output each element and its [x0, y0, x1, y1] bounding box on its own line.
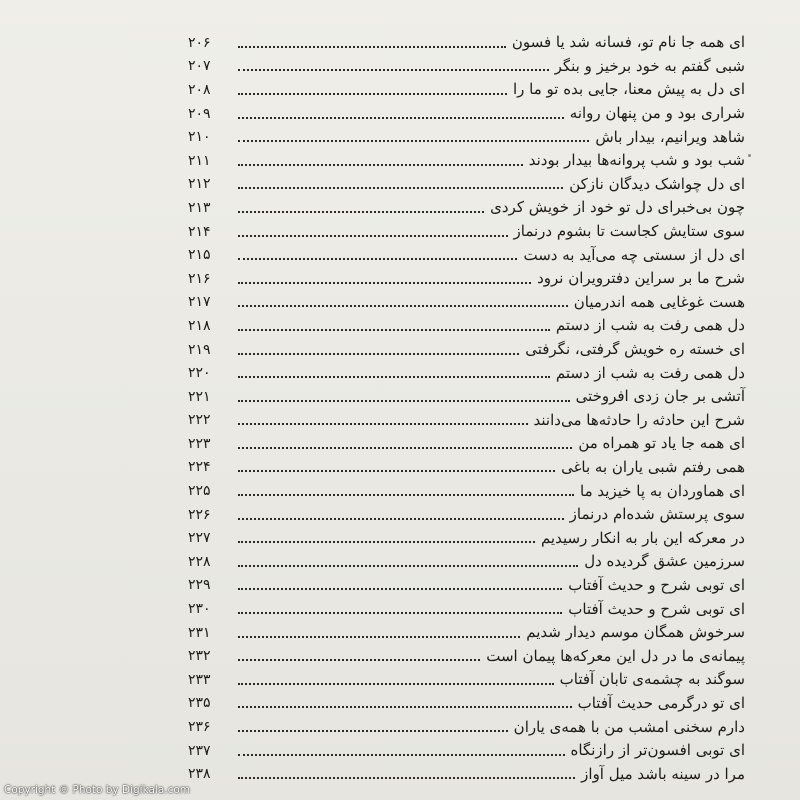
dotted-leader — [238, 470, 555, 472]
toc-entry — [188, 479, 745, 503]
toc-entry-page-number: ۲۲۳ — [188, 435, 211, 452]
toc-entry-title: دل همی رفت به شب از دستم — [555, 316, 745, 335]
toc-entry — [188, 526, 745, 550]
toc-entry-page-number: ۲۲۲ — [188, 412, 211, 429]
toc-entry-page-number: ۲۱۴ — [188, 223, 211, 240]
dotted-leader — [238, 93, 507, 95]
toc-entry-page-number: ۲۱۵ — [188, 247, 211, 264]
dotted-leader — [238, 612, 562, 614]
toc-entry-title: سوی پرستش شده‌ام درنماز — [569, 505, 745, 524]
toc-entry-title: هست غوغایی همه اندرمیان — [573, 292, 745, 311]
toc-entry-page-number: ۲۳۵ — [188, 695, 211, 712]
toc-entry-page-number: ۲۱۶ — [188, 270, 211, 287]
toc-entry — [188, 574, 745, 598]
toc-entry-page-number: ۲۳۷ — [188, 742, 211, 759]
toc-entry-page-number: ۲۲۶ — [188, 506, 211, 523]
paper-speck — [748, 154, 751, 157]
toc-entry-title: شرح ما بر سراین دفترویران نرود — [537, 269, 745, 288]
dotted-leader — [238, 164, 523, 166]
toc-entry — [188, 267, 745, 291]
toc-entry-title: شب بود و شب پروانه‌ها بیدار بودند — [528, 151, 745, 170]
dotted-leader — [238, 447, 572, 449]
toc-entry-title: شاهد ویرانیم، بیدار باش — [595, 127, 745, 146]
toc-entry-page-number: ۲۱۸ — [188, 317, 211, 334]
dotted-leader — [238, 187, 563, 189]
toc-entry — [188, 102, 745, 126]
toc-entry — [188, 220, 745, 244]
toc-entry-title: ای دل چواشک دیدگان نازکن — [569, 174, 745, 193]
toc-entry-title: ای تو درگرمی حدیث آفتاب — [577, 693, 745, 712]
toc-entry-title: سوگند به چشمه‌ی تابان آفتاب — [559, 670, 745, 689]
toc-entry-title: ای خسته ره خویش گرفتی، نگرفتی — [525, 340, 745, 359]
dotted-leader — [238, 659, 480, 661]
toc-entry — [188, 715, 745, 739]
dotted-leader — [238, 117, 564, 119]
toc-entry-title: ای همه جا نام تو، فسانه شد یا فسون — [511, 33, 745, 52]
toc-entry — [188, 668, 745, 692]
toc-entry-page-number: ۲۳۱ — [188, 624, 211, 641]
toc-entry-title: ای توبی شرح و حدیث آفتاب — [568, 575, 745, 594]
dotted-leader — [238, 305, 568, 307]
toc-entry-page-number: ۲۰۹ — [188, 105, 211, 122]
toc-entry-page-number: ۲۱۳ — [188, 199, 211, 216]
toc-entry-page-number: ۲۰۷ — [188, 58, 211, 75]
toc-entry — [188, 361, 745, 385]
toc-entry — [188, 31, 745, 55]
toc-entry-page-number: ۲۱۹ — [188, 341, 211, 358]
toc-entry-page-number: ۲۱۱ — [188, 152, 211, 169]
toc-entry-page-number: ۲۲۱ — [188, 388, 211, 405]
toc-entry-title: دارم سخنی امشب من با همه‌ی یاران — [513, 717, 745, 736]
toc-entry-title: شراری بود و من پنهان روانه — [569, 104, 745, 123]
toc-entry-page-number: ۲۳۸ — [188, 766, 211, 783]
toc-entry-page-number: ۲۳۳ — [188, 671, 211, 688]
toc-entry-title: ای توبی شرح و حدیث آفتاب — [568, 599, 745, 618]
dotted-leader — [238, 376, 550, 378]
toc-entry — [188, 550, 745, 574]
toc-entry-title: آتشی بر جان زدی افروختی — [575, 387, 745, 406]
toc-entry — [188, 456, 745, 480]
table-of-contents — [188, 31, 745, 786]
toc-entry — [188, 78, 745, 102]
toc-entry-title: ای دل به پیش معنا، جایی بده تو ما را — [512, 80, 745, 99]
toc-entry-page-number: ۲۰۶ — [188, 34, 211, 51]
toc-entry-title: ای دل از سستی چه می‌آید به دست — [523, 245, 745, 264]
dotted-leader — [238, 400, 570, 402]
toc-entry-title: شرح این حادثه را حادثه‌ها می‌دانند — [533, 410, 745, 429]
toc-entry-page-number: ۲۰۸ — [188, 81, 211, 98]
dotted-leader — [238, 235, 508, 237]
toc-entry — [188, 597, 745, 621]
dotted-leader — [238, 258, 517, 260]
dotted-leader — [238, 588, 562, 590]
toc-entry — [188, 149, 745, 173]
toc-entry — [188, 338, 745, 362]
toc-entry-title: چون بی‌خبرای دل تو خود از خویش کردی — [490, 198, 745, 217]
toc-entry-title: ای همه جا یاد تو همراه من — [578, 434, 745, 453]
toc-entry — [188, 644, 745, 668]
toc-entry-title: سرزمین عشق گردیده دل — [584, 552, 745, 571]
toc-entry-page-number: ۲۲۴ — [188, 459, 211, 476]
toc-entry-page-number: ۲۲۹ — [188, 577, 211, 594]
dotted-leader — [238, 777, 575, 779]
toc-entry-page-number: ۲۲۰ — [188, 365, 211, 382]
dotted-leader — [238, 730, 508, 732]
toc-entry — [188, 503, 745, 527]
dotted-leader — [238, 494, 574, 496]
dotted-leader — [238, 46, 506, 48]
toc-entry — [188, 739, 745, 763]
toc-entry-page-number: ۲۲۷ — [188, 530, 211, 547]
dotted-leader — [238, 541, 535, 543]
toc-entry-title: دل همی رفت به شب از دستم — [555, 363, 745, 382]
dotted-leader — [238, 683, 554, 685]
toc-entry-page-number: ۲۳۰ — [188, 601, 211, 618]
toc-entry-title: همی رفتم شبی یاران به باغی — [561, 457, 745, 476]
toc-entry — [188, 409, 745, 433]
toc-entry-title: سرخوش همگان موسم دیدار شدیم — [526, 623, 745, 642]
toc-entry-page-number: ۲۱۰ — [188, 129, 211, 146]
dotted-leader — [238, 329, 550, 331]
dotted-leader — [238, 282, 531, 284]
toc-entry — [188, 432, 745, 456]
dotted-leader — [238, 636, 520, 638]
toc-entry-title: در معرکه این بار به انکار رسیدیم — [540, 528, 745, 547]
toc-entry-page-number: ۲۱۷ — [188, 294, 211, 311]
dotted-leader — [238, 69, 549, 71]
toc-entry — [188, 314, 745, 338]
dotted-leader — [238, 565, 578, 567]
dotted-leader — [238, 706, 572, 708]
dotted-leader — [238, 140, 589, 142]
toc-entry-title: پیمانه‌ی ما در دل این معرکه‌ها پیمان است — [486, 646, 745, 665]
toc-entry-page-number: ۲۱۲ — [188, 176, 211, 193]
toc-entry — [188, 243, 745, 267]
toc-entry — [188, 196, 745, 220]
toc-entry-page-number: ۲۲۸ — [188, 553, 211, 570]
dotted-leader — [238, 518, 564, 520]
toc-entry-title: ای توبی افسون‌تر از رازنگاه — [570, 741, 745, 760]
copyright-watermark: Copyright © Photo by Digikala.com — [4, 784, 191, 796]
dotted-leader — [238, 754, 565, 756]
toc-entry — [188, 173, 745, 197]
toc-entry — [188, 762, 745, 786]
toc-entry — [188, 291, 745, 315]
toc-entry — [188, 385, 745, 409]
dotted-leader — [238, 353, 519, 355]
toc-entry — [188, 55, 745, 79]
toc-entry-title: مرا در سینه باشد میل آواز — [581, 764, 745, 783]
toc-entry-page-number: ۲۲۵ — [188, 483, 211, 500]
toc-entry-title: شبی گفتم به خود برخیز و بنگر — [554, 56, 745, 75]
toc-entry-title: سوی ستایش کجاست تا بشوم درنماز — [513, 222, 745, 241]
toc-entry — [188, 692, 745, 716]
toc-entry — [188, 621, 745, 645]
toc-entry-title: ای هماوردان به پا خیزید ما — [580, 481, 745, 500]
toc-entry — [188, 125, 745, 149]
dotted-leader — [238, 211, 484, 213]
toc-entry-page-number: ۲۳۶ — [188, 719, 211, 736]
dotted-leader — [238, 423, 528, 425]
toc-entry-page-number: ۲۳۲ — [188, 648, 211, 665]
